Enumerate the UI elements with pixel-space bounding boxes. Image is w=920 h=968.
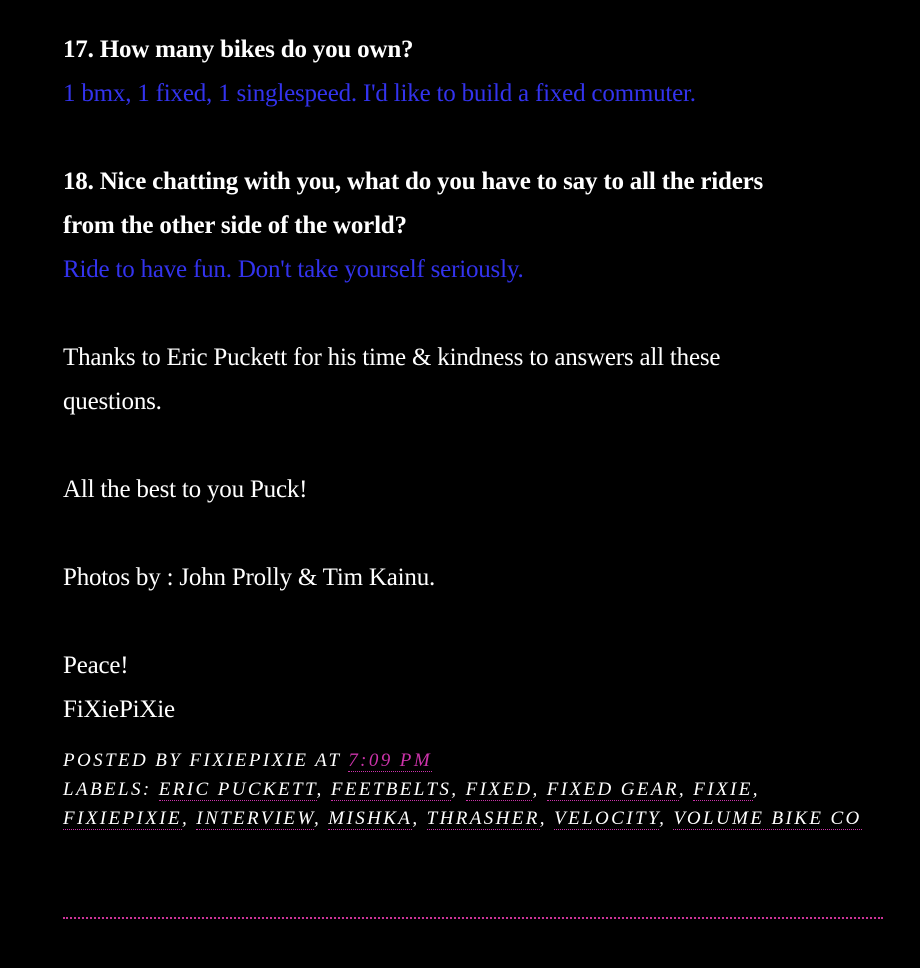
spacer xyxy=(63,512,863,556)
label-link[interactable]: INTERVIEW xyxy=(196,808,314,829)
post-timestamp-link[interactable]: 7:09 PM xyxy=(348,750,433,771)
photo-credits: Photos by : John Prolly & Tim Kainu. xyxy=(63,564,436,591)
answer-18: Ride to have fun. Don't take yourself seriously. xyxy=(63,256,524,283)
closing-peace: Peace! xyxy=(63,652,129,679)
label-link[interactable]: FIXED xyxy=(465,779,533,800)
labels-prefix: LABELS: xyxy=(63,779,159,800)
spacer xyxy=(63,116,863,160)
spacer xyxy=(63,292,863,336)
label-link[interactable]: THRASHER xyxy=(426,808,540,829)
question-18-line-2: from the other side of the world? xyxy=(63,212,407,239)
question-17: 17. How many bikes do you own? xyxy=(63,36,414,63)
label-link[interactable]: FEETBELTS xyxy=(330,779,452,800)
label-link[interactable]: FIXIE xyxy=(693,779,753,800)
label-link[interactable]: VELOCITY xyxy=(554,808,660,829)
post-body xyxy=(63,28,863,732)
label-link[interactable]: VOLUME BIKE CO xyxy=(673,808,862,829)
thanks-line-2: questions. xyxy=(63,388,162,415)
post-footer xyxy=(63,746,863,833)
label-link[interactable]: ERIC PUCKETT xyxy=(158,779,317,800)
question-18-line-1: 18. Nice chatting with you, what do you have to say to all the riders xyxy=(63,168,764,195)
answer-17: 1 bmx, 1 fixed, 1 singlespeed. I'd like to build a fixed commuter. xyxy=(63,80,696,107)
label-link[interactable]: FIXIEPIXIE xyxy=(63,808,182,829)
post-divider xyxy=(63,917,883,919)
spacer xyxy=(63,600,863,644)
labels-line: LABELS: ERIC PUCKETT, FEETBELTS, FIXED, FIXED GEAR, FIXIE, FIXIEPIXIE, INTERVIEW, MISHKA, THRASHER, VELOCITY, VOLUME BIKE CO xyxy=(63,779,862,829)
posted-by-line xyxy=(63,746,863,775)
thanks-line-1: Thanks to Eric Puckett for his time & kindness to answers all these xyxy=(63,344,721,371)
spacer xyxy=(63,424,863,468)
label-link[interactable]: FIXED GEAR xyxy=(546,779,679,800)
posted-by-text: POSTED BY FIXIEPIXIE AT xyxy=(63,750,349,771)
label-link[interactable]: MISHKA xyxy=(328,808,413,829)
best-wishes: All the best to you Puck! xyxy=(63,476,308,503)
author-signature: FiXiePiXie xyxy=(63,696,175,723)
